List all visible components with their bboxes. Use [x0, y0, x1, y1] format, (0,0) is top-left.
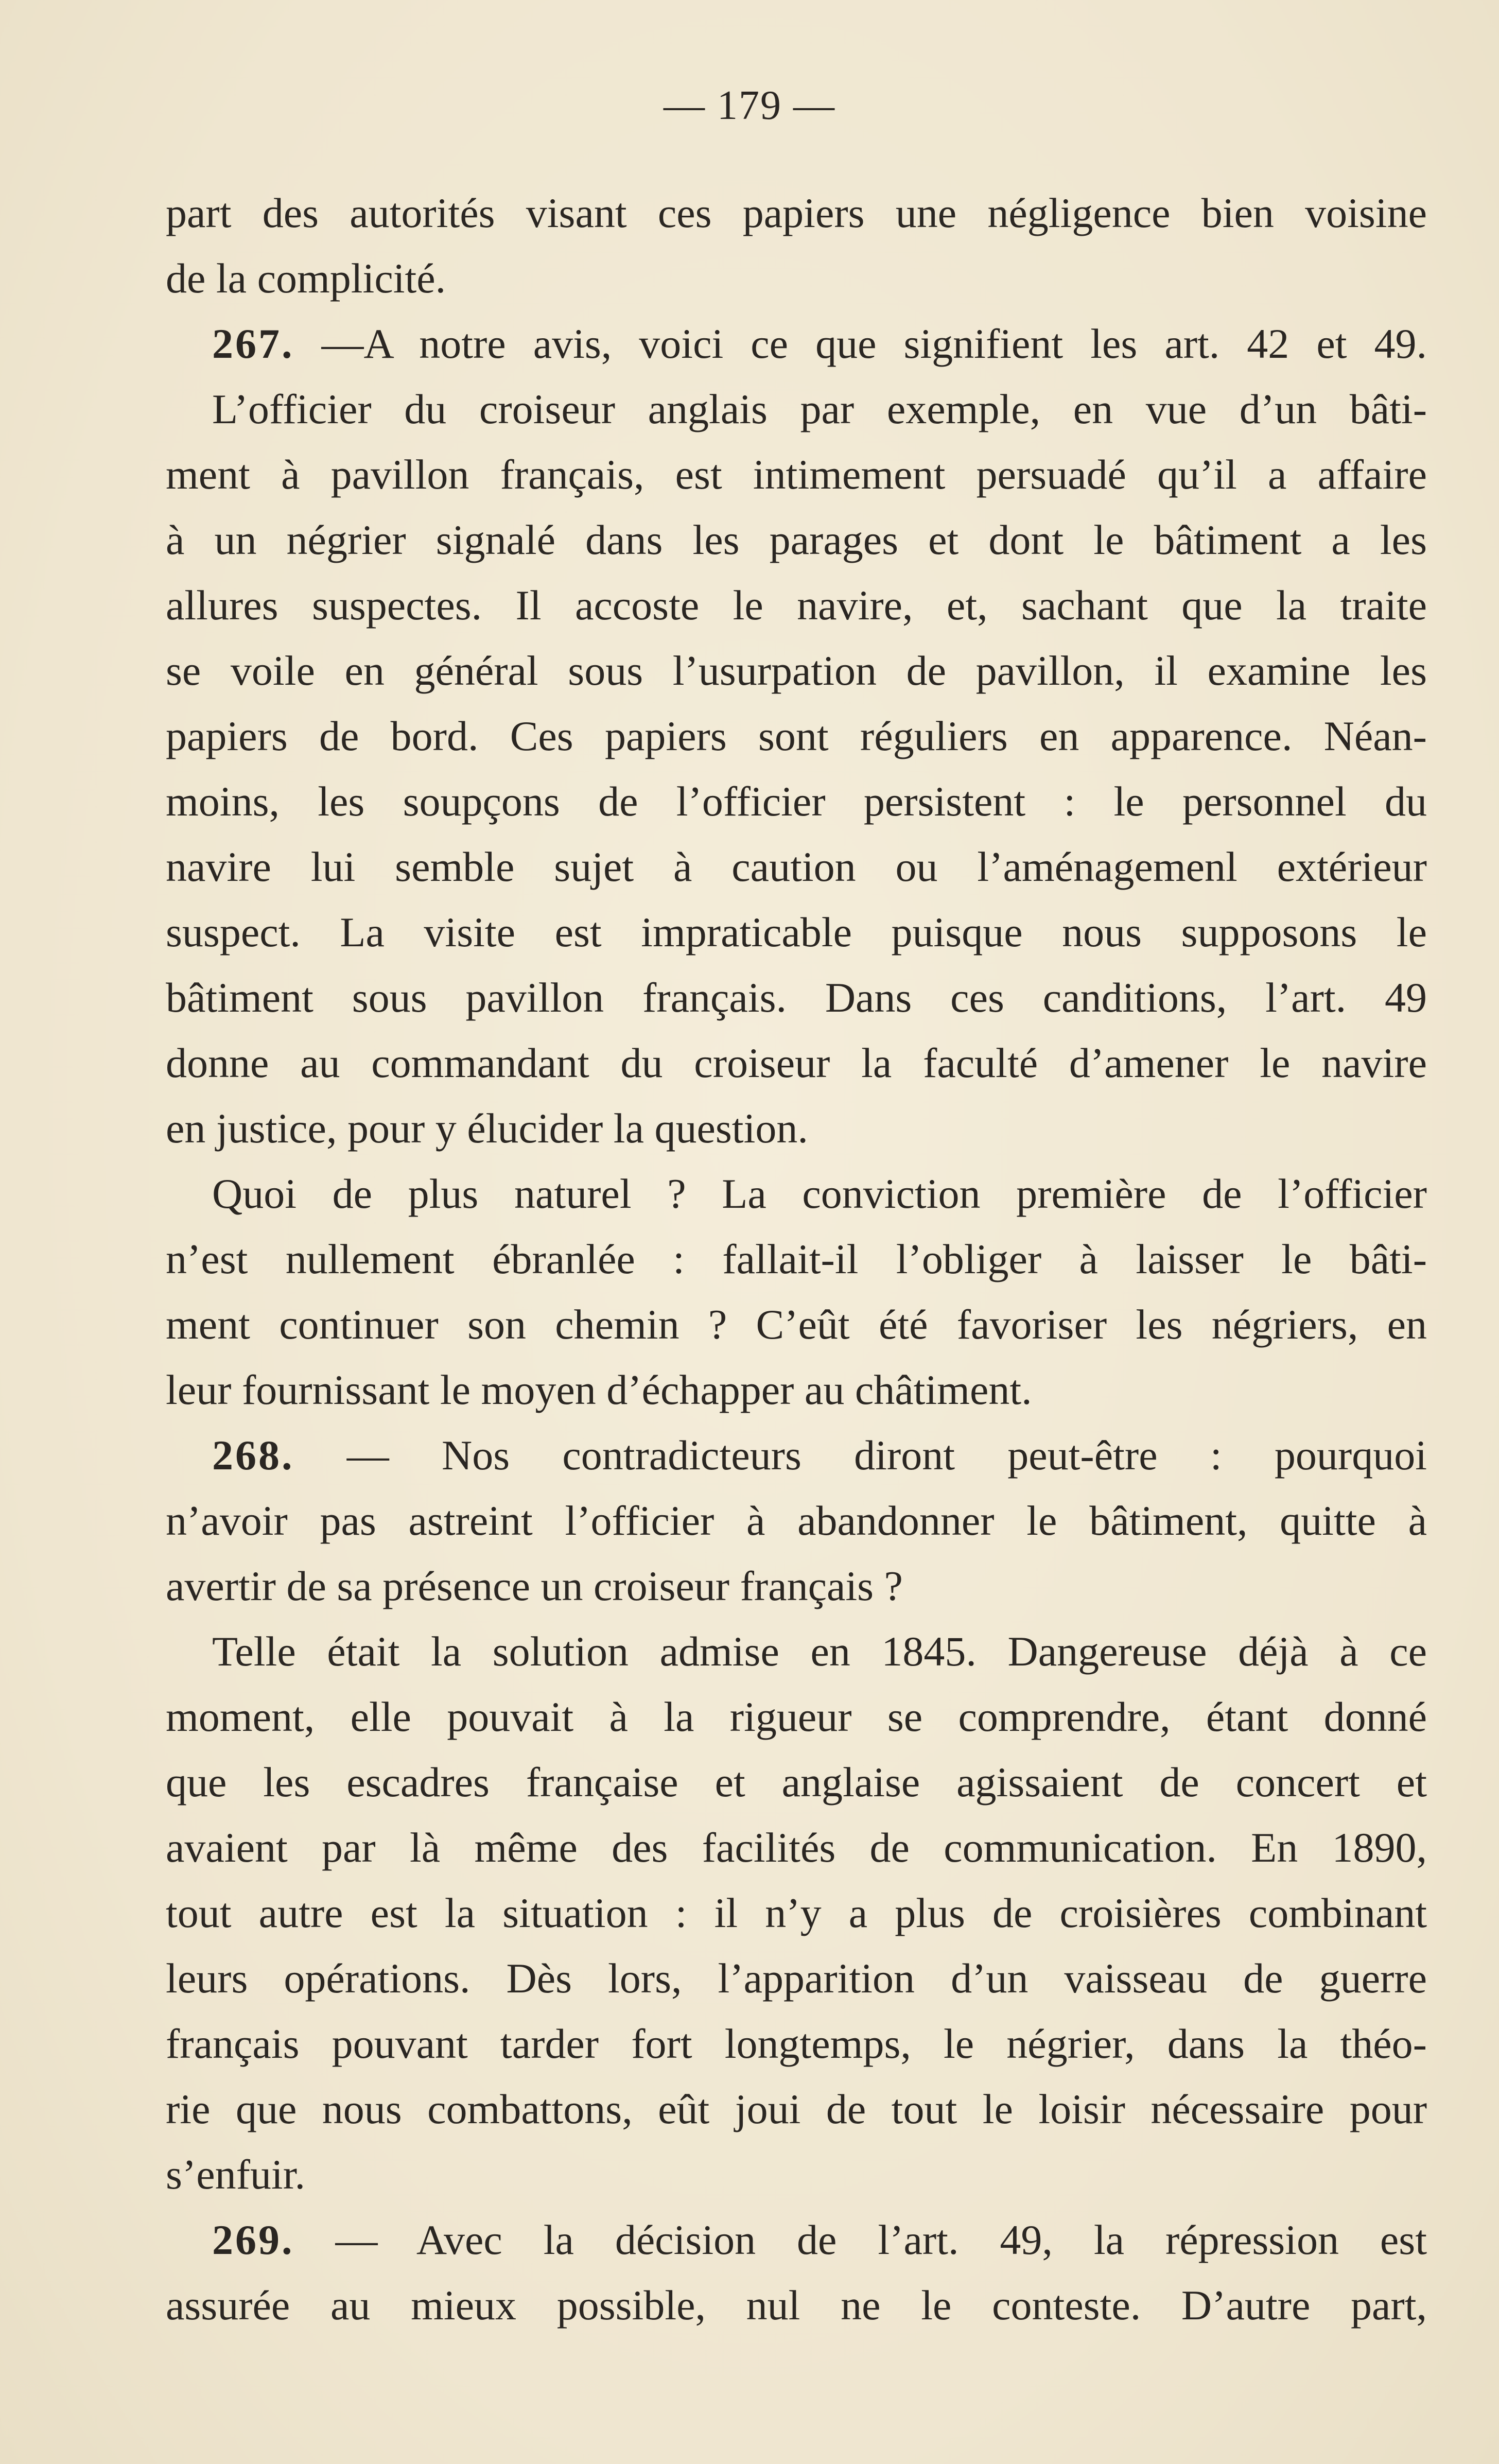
- line-text: à un négrier signalé dans les parages et dont le bâtiment a les: [166, 516, 1427, 563]
- line-text: ment à pavillon français, est intimement persuadé qu’il a affaire: [166, 451, 1427, 498]
- text-line: [166, 2011, 1427, 2076]
- line-text: bâtiment sous pavillon français. Dans ces canditions, l’art. 49: [166, 974, 1427, 1021]
- text-line: [166, 965, 1427, 1030]
- line-text: moins, les soupçons de l’officier persistent : le personnel du: [166, 778, 1427, 825]
- text-line: [166, 1357, 1427, 1422]
- line-text: moment, elle pouvait à la rigueur se comprendre, étant donné: [166, 1693, 1427, 1740]
- line-text: suspect. La visite est impraticable puisque nous supposons le: [166, 909, 1427, 956]
- line-text: que les escadres française et anglaise agissaient de concert et: [166, 1759, 1427, 1806]
- line-text: n’est nullement ébranlée : fallait-il l’obliger à laisser le bâti-: [166, 1236, 1427, 1282]
- line-text: se voile en général sous l’usurpation de pavillon, il examine les: [166, 647, 1427, 694]
- body-text: [166, 180, 1427, 2338]
- line-text: — Nos contradicteurs diront peut-être : pourquoi: [294, 1432, 1427, 1479]
- text-line: [166, 2207, 1427, 2272]
- text-line: [166, 1096, 1427, 1161]
- line-text: — Avec la décision de l’art. 49, la répression est: [294, 2216, 1427, 2263]
- text-line: [166, 246, 1427, 311]
- line-text: français pouvant tarder fort longtemps, le négrier, dans la théo-: [166, 2020, 1427, 2067]
- line-text: L’officier du croiseur anglais par exemple, en vue d’un bâti-: [212, 386, 1427, 432]
- line-text: navire lui semble sujet à caution ou l’aménagemenl extérieur: [166, 843, 1427, 890]
- text-line: [166, 1226, 1427, 1292]
- text-line: [166, 442, 1427, 507]
- text-line: [166, 1749, 1427, 1815]
- line-text: ment continuer son chemin ? C’eût été favoriser les négriers, en: [166, 1301, 1427, 1348]
- text-line: [166, 572, 1427, 638]
- text-line: [166, 1161, 1427, 1226]
- text-line: [166, 834, 1427, 899]
- line-text: avertir de sa présence un croiseur français ?: [166, 1563, 903, 1609]
- text-line: [166, 1422, 1427, 1488]
- text-line: [166, 769, 1427, 834]
- text-line: [166, 1880, 1427, 1946]
- text-line: [166, 1684, 1427, 1749]
- text-line: [166, 899, 1427, 965]
- paragraph-number: 269.: [212, 2216, 294, 2263]
- line-text: s’enfuir.: [166, 2151, 305, 2198]
- line-text: part des autorités visant ces papiers une négligence bien voisine: [166, 189, 1427, 236]
- line-text: en justice, pour y élucider la question.: [166, 1105, 808, 1152]
- text-line: [166, 507, 1427, 572]
- page-number: — 179 —: [664, 83, 835, 128]
- text-line: [166, 2142, 1427, 2207]
- line-text: leurs opérations. Dès lors, l’apparition d’un vaisseau de guerre: [166, 1955, 1427, 2002]
- line-text: leur fournissant le moyen d’échapper au châtiment.: [166, 1366, 1032, 1413]
- text-line: [166, 2076, 1427, 2142]
- line-text: donne au commandant du croiseur la faculté d’amener le navire: [166, 1039, 1427, 1086]
- text-line: [166, 2272, 1427, 2338]
- text-line: [166, 1553, 1427, 1619]
- text-line: [166, 180, 1427, 246]
- line-text: allures suspectes. Il accoste le navire, et, sachant que la traite: [166, 582, 1427, 629]
- line-text: Quoi de plus naturel ? La conviction première de l’officier: [212, 1170, 1427, 1217]
- text-line: [166, 376, 1427, 442]
- line-text: de la complicité.: [166, 255, 446, 302]
- text-line: [166, 703, 1427, 769]
- paragraph-number: 267.: [212, 320, 294, 367]
- text-line: [166, 1815, 1427, 1880]
- text-line: [166, 1619, 1427, 1684]
- text-line: [166, 638, 1427, 703]
- line-text: avaient par là même des facilités de communication. En 1890,: [166, 1824, 1427, 1871]
- paragraph-number: 268.: [212, 1432, 294, 1479]
- text-line: [166, 1488, 1427, 1553]
- text-line: [166, 1030, 1427, 1096]
- line-text: assurée au mieux possible, nul ne le conteste. D’autre part,: [166, 2282, 1427, 2329]
- line-text: rie que nous combattons, eût joui de tout le loisir nécessaire pour: [166, 2086, 1427, 2132]
- line-text: tout autre est la situation : il n’y a plus de croisières combinant: [166, 1889, 1427, 1936]
- text-line: [166, 1292, 1427, 1357]
- text-line: [166, 1946, 1427, 2011]
- line-text: Telle était la solution admise en 1845. Dangereuse déjà à ce: [212, 1628, 1427, 1675]
- line-text: n’avoir pas astreint l’officier à abandonner le bâtiment, quitte à: [166, 1497, 1427, 1544]
- line-text: papiers de bord. Ces papiers sont réguliers en apparence. Néan-: [166, 713, 1427, 759]
- text-line: [166, 311, 1427, 376]
- line-text: —A notre avis, voici ce que signifient les art. 42 et 49.: [294, 320, 1427, 367]
